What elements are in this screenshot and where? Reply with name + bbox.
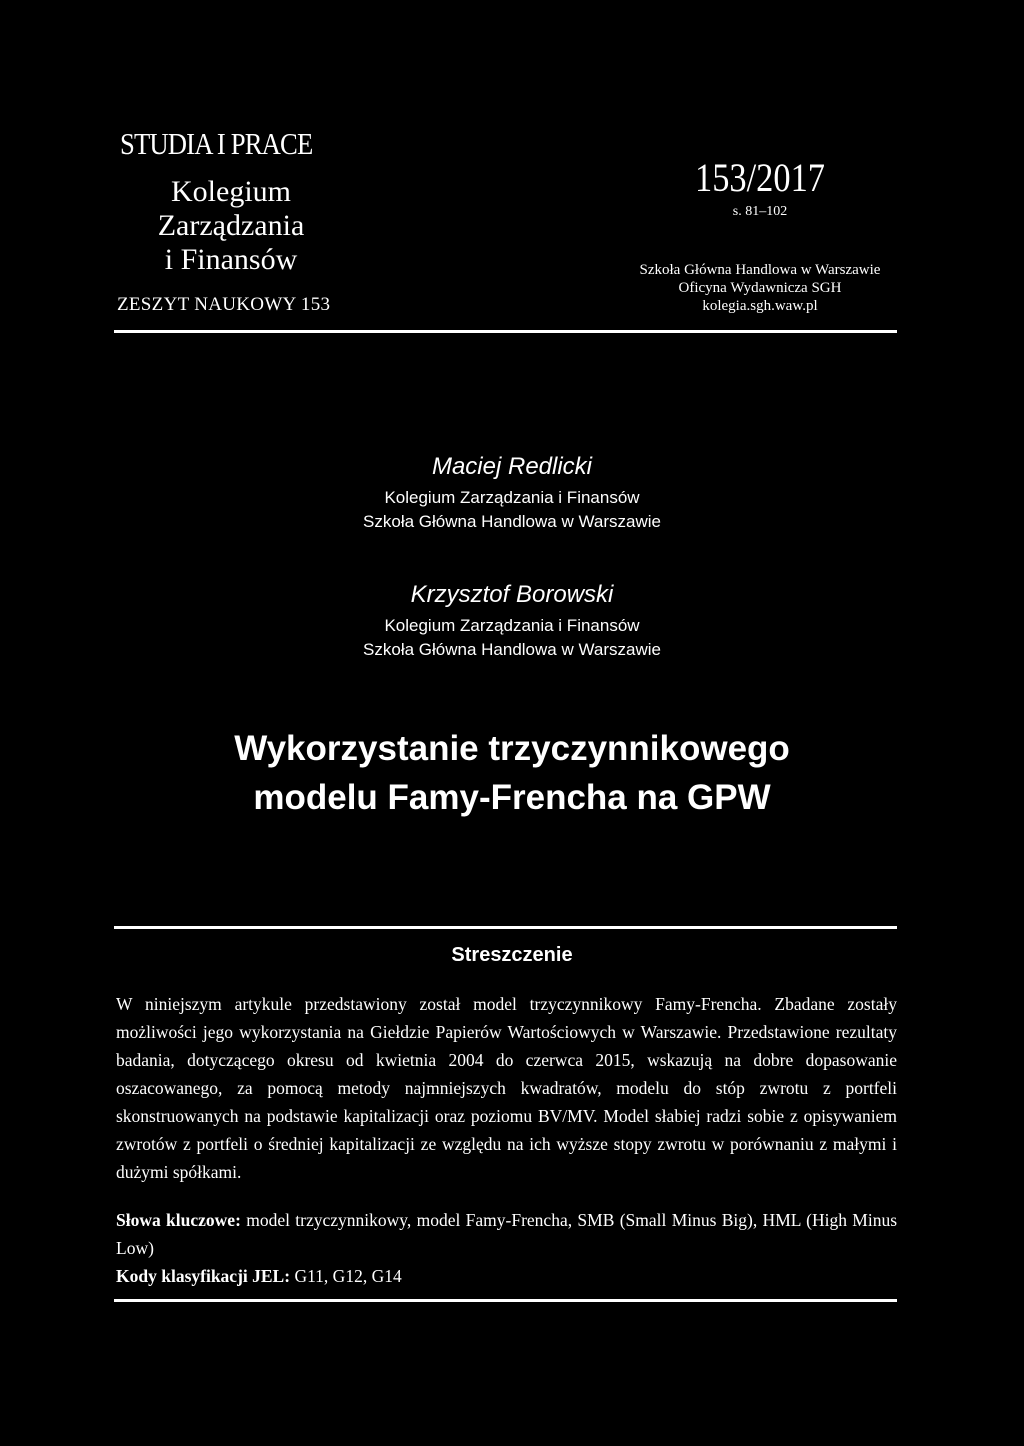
author-name: Maciej Redlicki [431,453,593,480]
author-affiliation: Szkoła Główna Handlowa w Warszawie [363,640,661,659]
abstract-heading: Streszczenie [451,944,573,966]
author-block [112,452,912,534]
journal-name [131,175,331,277]
series-title: STUDIA I PRACE [120,126,313,161]
publisher-url[interactable]: kolegia.sgh.waw.pl [702,298,818,314]
journal-name-line: i Finansów [164,243,298,276]
issue-number: 153/2017 [695,155,825,200]
title-line: modelu Famy-Frencha na GPW [253,778,771,817]
author-name: Krzysztof Borowski [410,581,614,608]
author-block [112,580,912,662]
keywords [116,1206,897,1262]
abstract-text: W niniejszym artykule przedstawiony został model trzyczynnikowy Famy-Frencha. Zbadane zostały możliwości jego wykorzystania na Giełdzie Papierów Wartościowych w Warszawie. Przedstawione rezultaty badania, dotyczącego okresu od kwietnia 2004 do czerwca 2015, wskazują na dobre dopasowanie oszacowanego, za pomocą metody najmniejszych kwadratów, modelu do stóp zwrotu z portfeli skonstruowanych na podstawie kapitalizacji oraz poziomu BV/MV. Model słabiej radzi sobie z opisywaniem zwrotów z portfeli o średniej kapitalizacji ze względu na ich wyższe stopy zwrotu w porównaniu z małymi i dużymi spółkami. [116,994,897,1182]
author-affiliation: Szkoła Główna Handlowa w Warszawie [363,512,661,531]
jel-value: G11, G12, G14 [294,1266,402,1286]
page-range: s. 81–102 [732,204,788,219]
abstract-top-divider [114,926,897,929]
author-affiliation: Kolegium Zarządzania i Finansów [384,616,640,635]
journal-name-line: Zarządzania [157,209,305,242]
publisher-line: Oficyna Wydawnicza SGH [678,280,842,296]
keywords-value: model trzyczynnikowy, model Famy-Frencha, SMB (Small Minus Big), HML (High Minus Low) [116,1210,898,1258]
abstract-bottom-divider [114,1299,897,1302]
header-divider [114,330,897,333]
jel-label: Kody klasyfikacji JEL: [116,1266,291,1286]
publisher-block [600,261,920,315]
title-line: Wykorzystanie trzyczynnikowego [234,729,790,768]
author-affiliation: Kolegium Zarządzania i Finansów [384,488,640,507]
journal-name-line: Kolegium [171,175,291,208]
publisher-line: Szkoła Główna Handlowa w Warszawie [639,262,881,278]
keywords-label: Słowa kluczowe: [116,1210,241,1230]
zeszyt-label: ZESZYT NAUKOWY 153 [117,294,331,315]
jel-codes [116,1262,897,1290]
article-title [112,724,912,822]
